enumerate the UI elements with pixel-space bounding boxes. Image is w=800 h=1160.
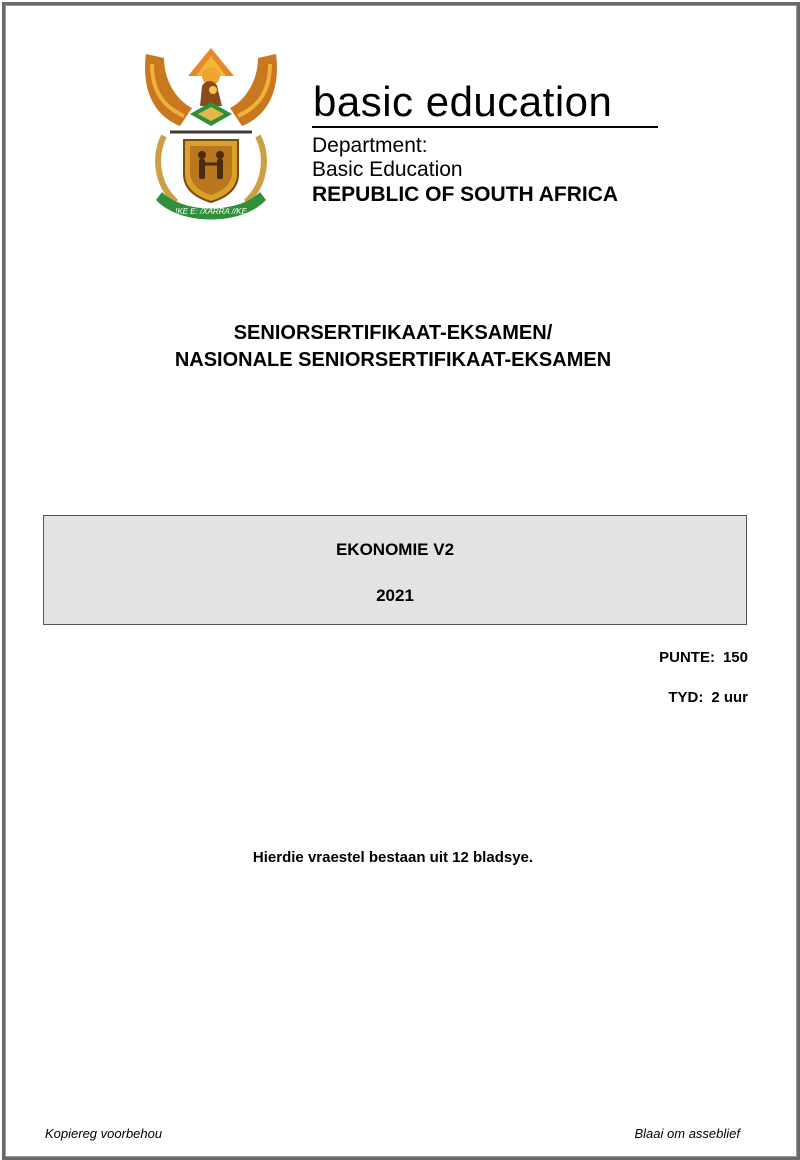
brand-title: basic education (313, 78, 613, 125)
time-label: TYD: (668, 689, 704, 706)
department-label: Department: (312, 134, 428, 157)
brand-block (312, 78, 662, 208)
crest-motto-text: !KE E: /XARRA //KE (175, 207, 247, 216)
marks-label: PUNTE: (659, 649, 715, 666)
department-name: Basic Education (312, 158, 463, 181)
coat-of-arms-logo (140, 44, 282, 224)
time-value: 2 uur (711, 689, 748, 706)
footer-turn-over: Blaai om asseblief (634, 1126, 740, 1141)
exam-heading-line2: NASIONALE SENIORSERTIFIKAAT-EKSAMEN (174, 349, 612, 371)
country-name: REPUBLIC OF SOUTH AFRICA (312, 183, 619, 206)
subject-box (43, 515, 747, 625)
brand-divider (312, 126, 658, 128)
time-line (668, 689, 748, 706)
marks-line (659, 649, 748, 666)
exam-heading (0, 320, 786, 374)
subject-name: EKONOMIE V2 (335, 540, 455, 559)
exam-heading-line1: SENIORSERTIFIKAAT-EKSAMEN/ (233, 322, 553, 344)
footer-copyright: Kopiereg voorbehou (45, 1126, 163, 1141)
marks-value: 150 (722, 649, 748, 666)
sun-icon (188, 48, 234, 85)
exam-year: 2021 (376, 586, 414, 605)
page-count-note: Hierdie vraestel bestaan uit 12 bladsye. (252, 849, 534, 866)
